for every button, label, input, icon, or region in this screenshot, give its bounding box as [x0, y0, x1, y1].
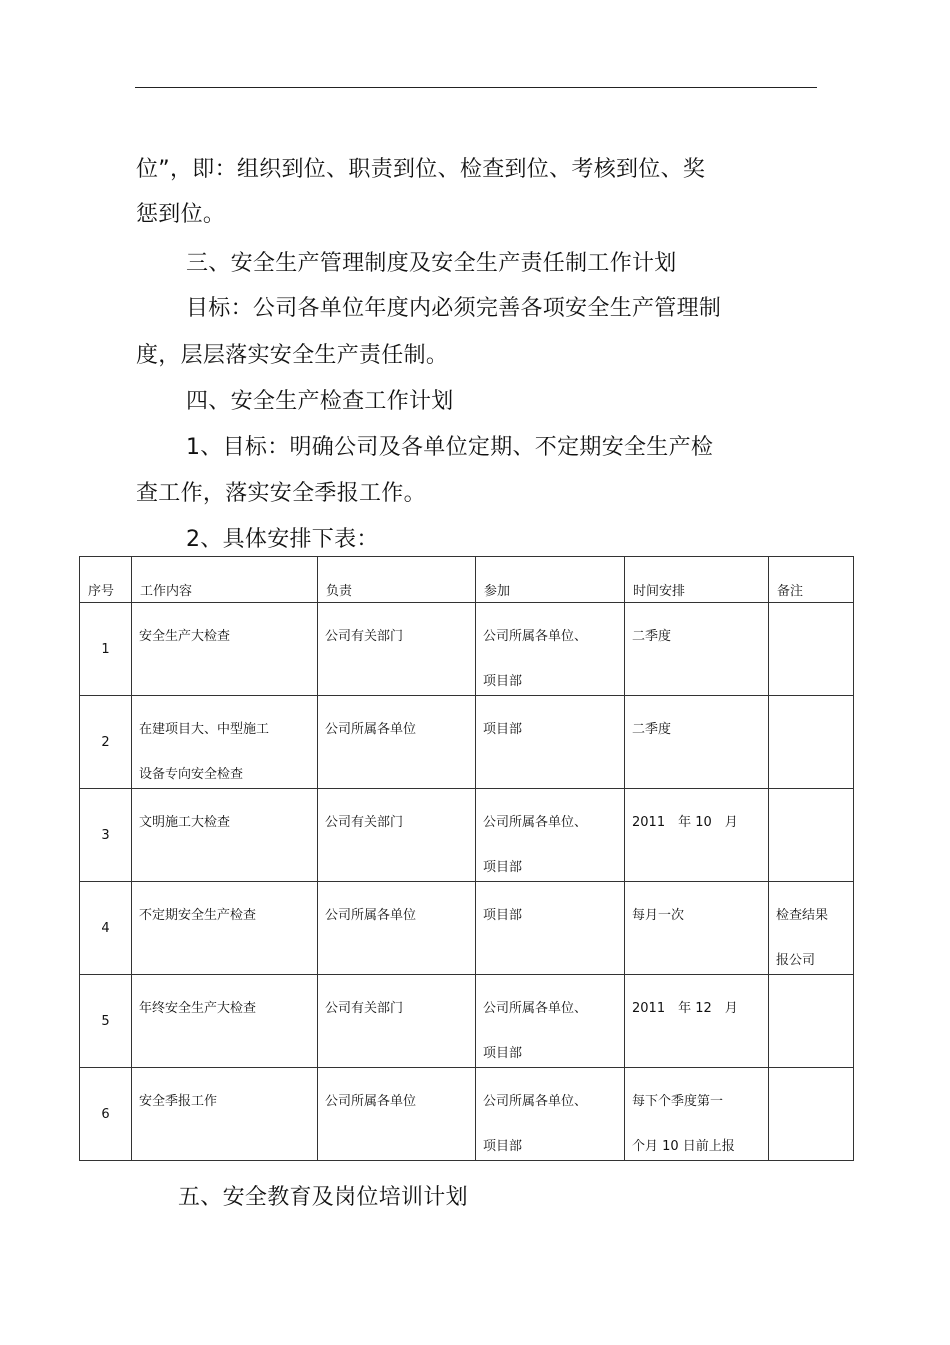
cell-schedule: 二季度	[632, 629, 672, 644]
row-number: 1	[101, 641, 110, 657]
table-row	[80, 603, 854, 696]
cell-owner: 公司有关部门	[325, 629, 404, 644]
cell-participants: 项目部	[483, 722, 523, 737]
cell-content: 不定期安全生产检查	[139, 908, 257, 923]
cell-content: 年终安全生产大检查	[139, 1001, 257, 1016]
table-row	[80, 975, 854, 1068]
cell-owner: 公司所属各单位	[325, 722, 417, 737]
table-row	[80, 882, 854, 975]
cell-remark	[769, 975, 853, 997]
cell-owner: 公司有关部门	[325, 815, 404, 830]
header-cell-content: 工作内容	[140, 584, 193, 599]
cell-remark-cont: 报公司	[776, 953, 816, 968]
table-intro-text: 2、具体安排下表：	[186, 527, 379, 552]
header-cell-no: 序号	[88, 584, 115, 599]
cell-participants-cont: 项目部	[483, 860, 523, 875]
table-header-row	[80, 557, 854, 603]
table-row	[80, 789, 854, 882]
body-text-line: 度，层层落实安全生产责任制。	[136, 343, 449, 368]
cell-remark	[769, 1068, 853, 1090]
cell-participants: 项目部	[483, 908, 523, 923]
header-cell-owner: 负责	[326, 584, 353, 599]
inspection-plan-table	[79, 556, 854, 1161]
cell-owner: 公司有关部门	[325, 1001, 404, 1016]
cell-remark	[769, 603, 853, 625]
cell-schedule: 每月一次	[632, 908, 685, 923]
cell-remark	[769, 696, 853, 718]
cell-participants: 公司所属各单位、	[483, 1094, 588, 1109]
body-text-line: 位”，即：组织到位、职责到位、检查到位、考核到位、奖	[136, 157, 706, 182]
header-cell-remark: 备注	[777, 584, 804, 599]
cell-content: 安全季报工作	[139, 1094, 218, 1109]
section-heading-4: 四、安全生产检查工作计划	[186, 389, 454, 414]
cell-participants-cont: 项目部	[483, 674, 523, 689]
cell-participants: 公司所属各单位、	[483, 1001, 588, 1016]
section-heading-5: 五、安全教育及岗位培训计划	[178, 1185, 468, 1210]
row-number: 3	[101, 827, 110, 843]
table-row	[80, 696, 854, 789]
body-text-line: 目标：公司各单位年度内必须完善各项安全生产管理制	[186, 296, 722, 321]
section-heading-3: 三、安全生产管理制度及安全生产责任制工作计划	[186, 251, 677, 276]
row-number: 4	[101, 920, 110, 936]
cell-content: 文明施工大检查	[139, 815, 231, 830]
body-text-line: 查工作，落实安全季报工作。	[136, 481, 426, 506]
cell-schedule: 2011 年 10 月	[632, 815, 738, 830]
cell-content: 安全生产大检查	[139, 629, 231, 644]
cell-content-cont: 设备专向安全检查	[139, 767, 244, 782]
body-text-line: 惩到位。	[136, 202, 226, 227]
header-rule	[135, 87, 817, 88]
header-cell-participants: 参加	[484, 584, 511, 599]
cell-content: 在建项目大、中型施工	[139, 722, 270, 737]
cell-participants-cont: 项目部	[483, 1046, 523, 1061]
cell-owner: 公司所属各单位	[325, 1094, 417, 1109]
row-number: 2	[101, 734, 110, 750]
row-number: 5	[101, 1013, 110, 1029]
cell-participants-cont: 项目部	[483, 1139, 523, 1154]
body-text-line: 1、目标：明确公司及各单位定期、不定期安全生产检	[186, 435, 714, 460]
cell-schedule: 二季度	[632, 722, 672, 737]
cell-participants: 公司所属各单位、	[483, 815, 588, 830]
cell-remark	[769, 789, 853, 811]
cell-remark: 检查结果	[776, 908, 829, 923]
cell-schedule: 2011 年 12 月	[632, 1001, 738, 1016]
cell-participants: 公司所属各单位、	[483, 629, 588, 644]
cell-schedule: 每下个季度第一	[632, 1094, 724, 1109]
table-row	[80, 1068, 854, 1161]
cell-schedule-cont: 个月 10 日前上报	[632, 1139, 735, 1154]
row-number: 6	[101, 1106, 110, 1122]
header-cell-schedule: 时间安排	[633, 584, 686, 599]
cell-owner: 公司所属各单位	[325, 908, 417, 923]
